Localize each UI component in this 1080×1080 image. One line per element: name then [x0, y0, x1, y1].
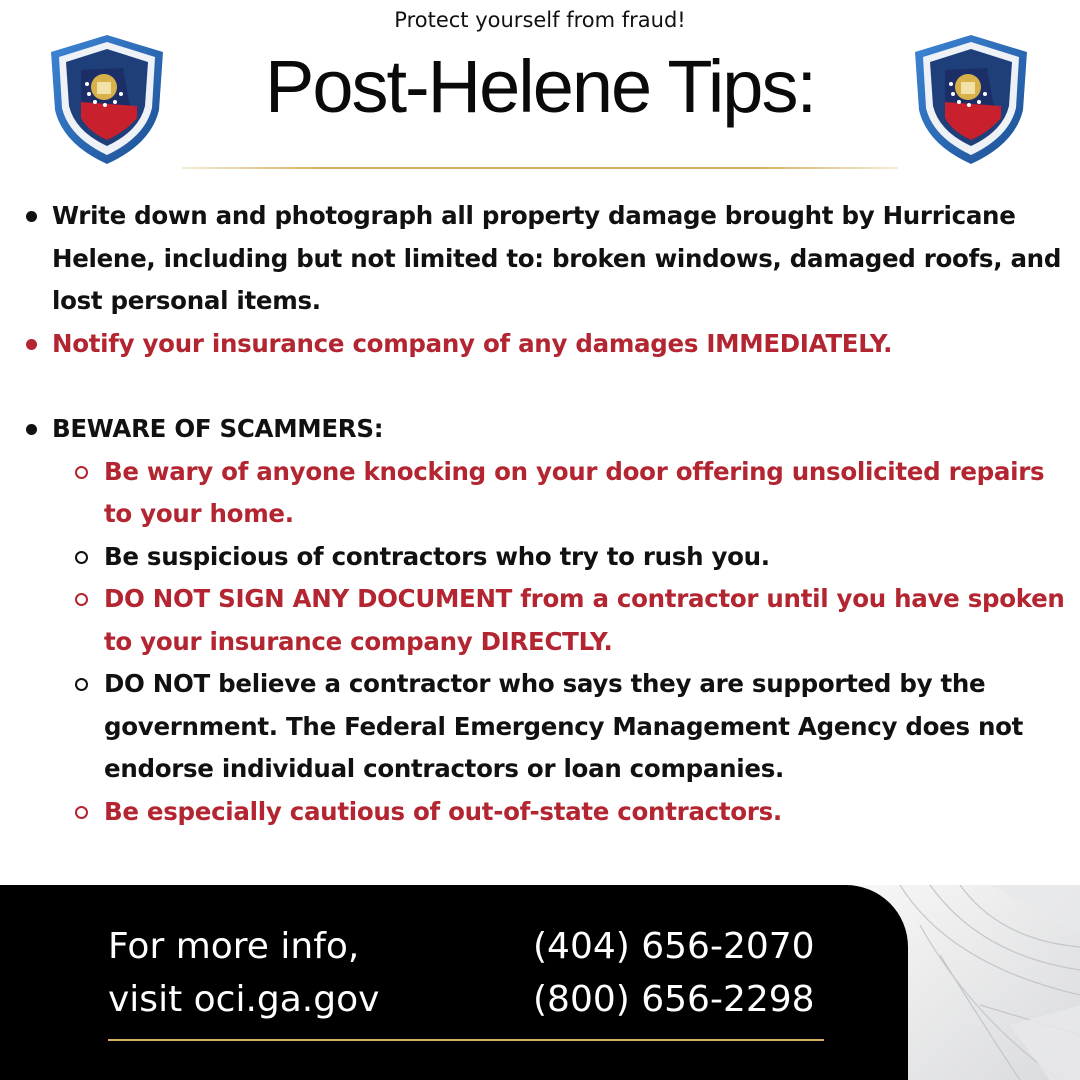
- scam-tip-item: [22, 578, 1074, 663]
- tip-text: Write down and photograph all property damage brought by Hurricane Helene, including but not limited to: broken windows, damaged roofs, and lost personal items.: [52, 201, 1062, 315]
- footer-info: [108, 920, 379, 1026]
- scam-tip-item: [22, 663, 1074, 791]
- circle-bullet-icon: [75, 466, 88, 479]
- list-spacer: [22, 365, 1074, 408]
- circle-bullet-icon: [75, 806, 88, 819]
- tips-list: [22, 195, 1074, 833]
- page-title: Post-Helene Tips:: [264, 45, 816, 128]
- tip-text: BEWARE OF SCAMMERS:: [52, 414, 384, 443]
- footer-phone[interactable]: (800) 656-2298: [533, 979, 815, 1020]
- georgia-seal-shield-icon: [47, 32, 167, 167]
- footer-divider: [108, 1039, 824, 1041]
- tip-item: [22, 323, 1074, 366]
- circle-bullet-icon: [75, 593, 88, 606]
- circle-bullet-icon: [75, 551, 88, 564]
- title-divider: [182, 167, 898, 169]
- scam-tip-text: DO NOT SIGN ANY DOCUMENT from a contractor until you have spoken to your insurance company DIRECTLY.: [104, 584, 1065, 656]
- georgia-seal-shield-icon: [911, 32, 1031, 167]
- scam-tip-item: [22, 536, 1074, 579]
- tip-item: [22, 195, 1074, 323]
- tip-item-scammers: [22, 408, 1074, 451]
- bullet-icon: [26, 339, 37, 350]
- scam-tip-item: [22, 451, 1074, 536]
- footer-phones: [533, 920, 815, 1026]
- scam-tip-text: Be wary of anyone knocking on your door offering unsolicited repairs to your home.: [104, 456, 1045, 528]
- scam-tip-text: Be suspicious of contractors who try to rush you.: [104, 541, 770, 571]
- tip-text: Notify your insurance company of any damages IMMEDIATELY.: [52, 328, 893, 358]
- footer-info-line: For more info,: [108, 926, 360, 967]
- circle-bullet-icon: [75, 678, 88, 691]
- scam-tip-item: [22, 791, 1074, 834]
- scam-tip-text: Be especially cautious of out-of-state contractors.: [104, 796, 782, 826]
- scam-tip-text: DO NOT believe a contractor who says they are supported by the government. The Federal Emergency Management Agency does not endorse individual contractors or loan companies.: [104, 669, 1024, 783]
- bullet-icon: [26, 211, 37, 222]
- tagline: Protect yourself from fraud!: [394, 8, 686, 32]
- footer-website[interactable]: visit oci.ga.gov: [108, 979, 380, 1020]
- footer-phone[interactable]: (404) 656-2070: [533, 926, 815, 967]
- bullet-icon: [26, 424, 37, 435]
